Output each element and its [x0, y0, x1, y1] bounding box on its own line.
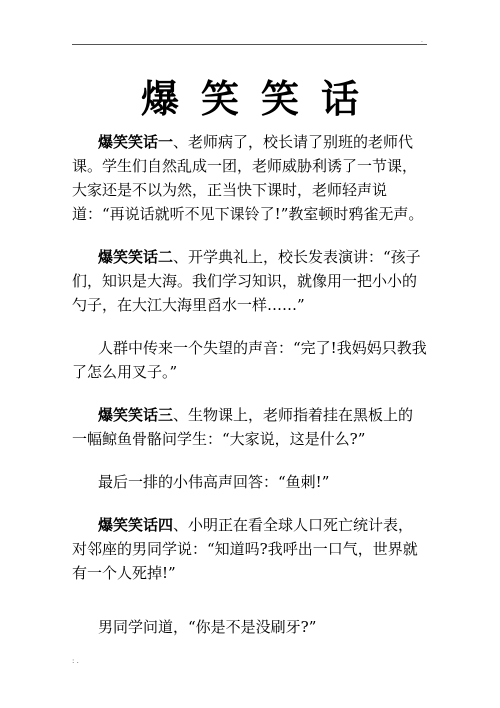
joke-lead: 爆笑笑话二: [98, 248, 174, 266]
joke-paragraph-3-continued: [72, 470, 428, 494]
joke-text: 、开学典礼上，校长发表演讲：“孩子们，知识是大海。我们学习知识，就像用一把小小的勺子，在大江大海里舀水一样……”: [72, 248, 421, 314]
joke-paragraph-2-continued: [72, 336, 428, 384]
joke-lead: 爆笑笑话一: [98, 133, 174, 151]
joke-text: 、老师病了，校长请了别班的老师代课。学生们自然乱成一团，老师威胁利诱了一节课，大家还是不以为然，正当快下课时，老师轻声说道：“再说话就听不见下课铃了!”教室顿时鸦雀无声。: [72, 133, 424, 223]
joke-paragraph-4-continued: [72, 615, 428, 639]
joke-paragraph-4: [72, 513, 428, 585]
joke-text: 男同学问道，“你是不是没刷牙?”: [98, 618, 317, 636]
joke-text: 、小明正在看全球人口死亡统计表，对邻座的男同学说：“知道吗?我呼出一口气，世界就有一个人死掉!”: [72, 516, 418, 582]
footer-mark: : .: [72, 657, 79, 665]
header-mark: .: [421, 37, 423, 44]
document-body: [72, 130, 428, 658]
header-rule: [72, 44, 427, 45]
joke-text: 最后一排的小伟高声回答：“鱼刺!”: [98, 473, 330, 491]
joke-paragraph-2: [72, 245, 428, 317]
joke-paragraph-3: [72, 403, 428, 451]
joke-lead: 爆笑笑话三: [98, 406, 174, 424]
document-title: 爆笑笑话: [140, 77, 381, 121]
joke-lead: 爆笑笑话四: [98, 516, 174, 534]
joke-text: 、生物课上，老师指着挂在黑板上的一幅鲸鱼骨骼问学生：“大家说，这是什么?”: [72, 406, 414, 448]
joke-text: 人群中传来一个失望的声音：“完了!我妈妈只教我了怎么用叉子。”: [72, 339, 427, 381]
joke-paragraph-1: [72, 130, 428, 226]
